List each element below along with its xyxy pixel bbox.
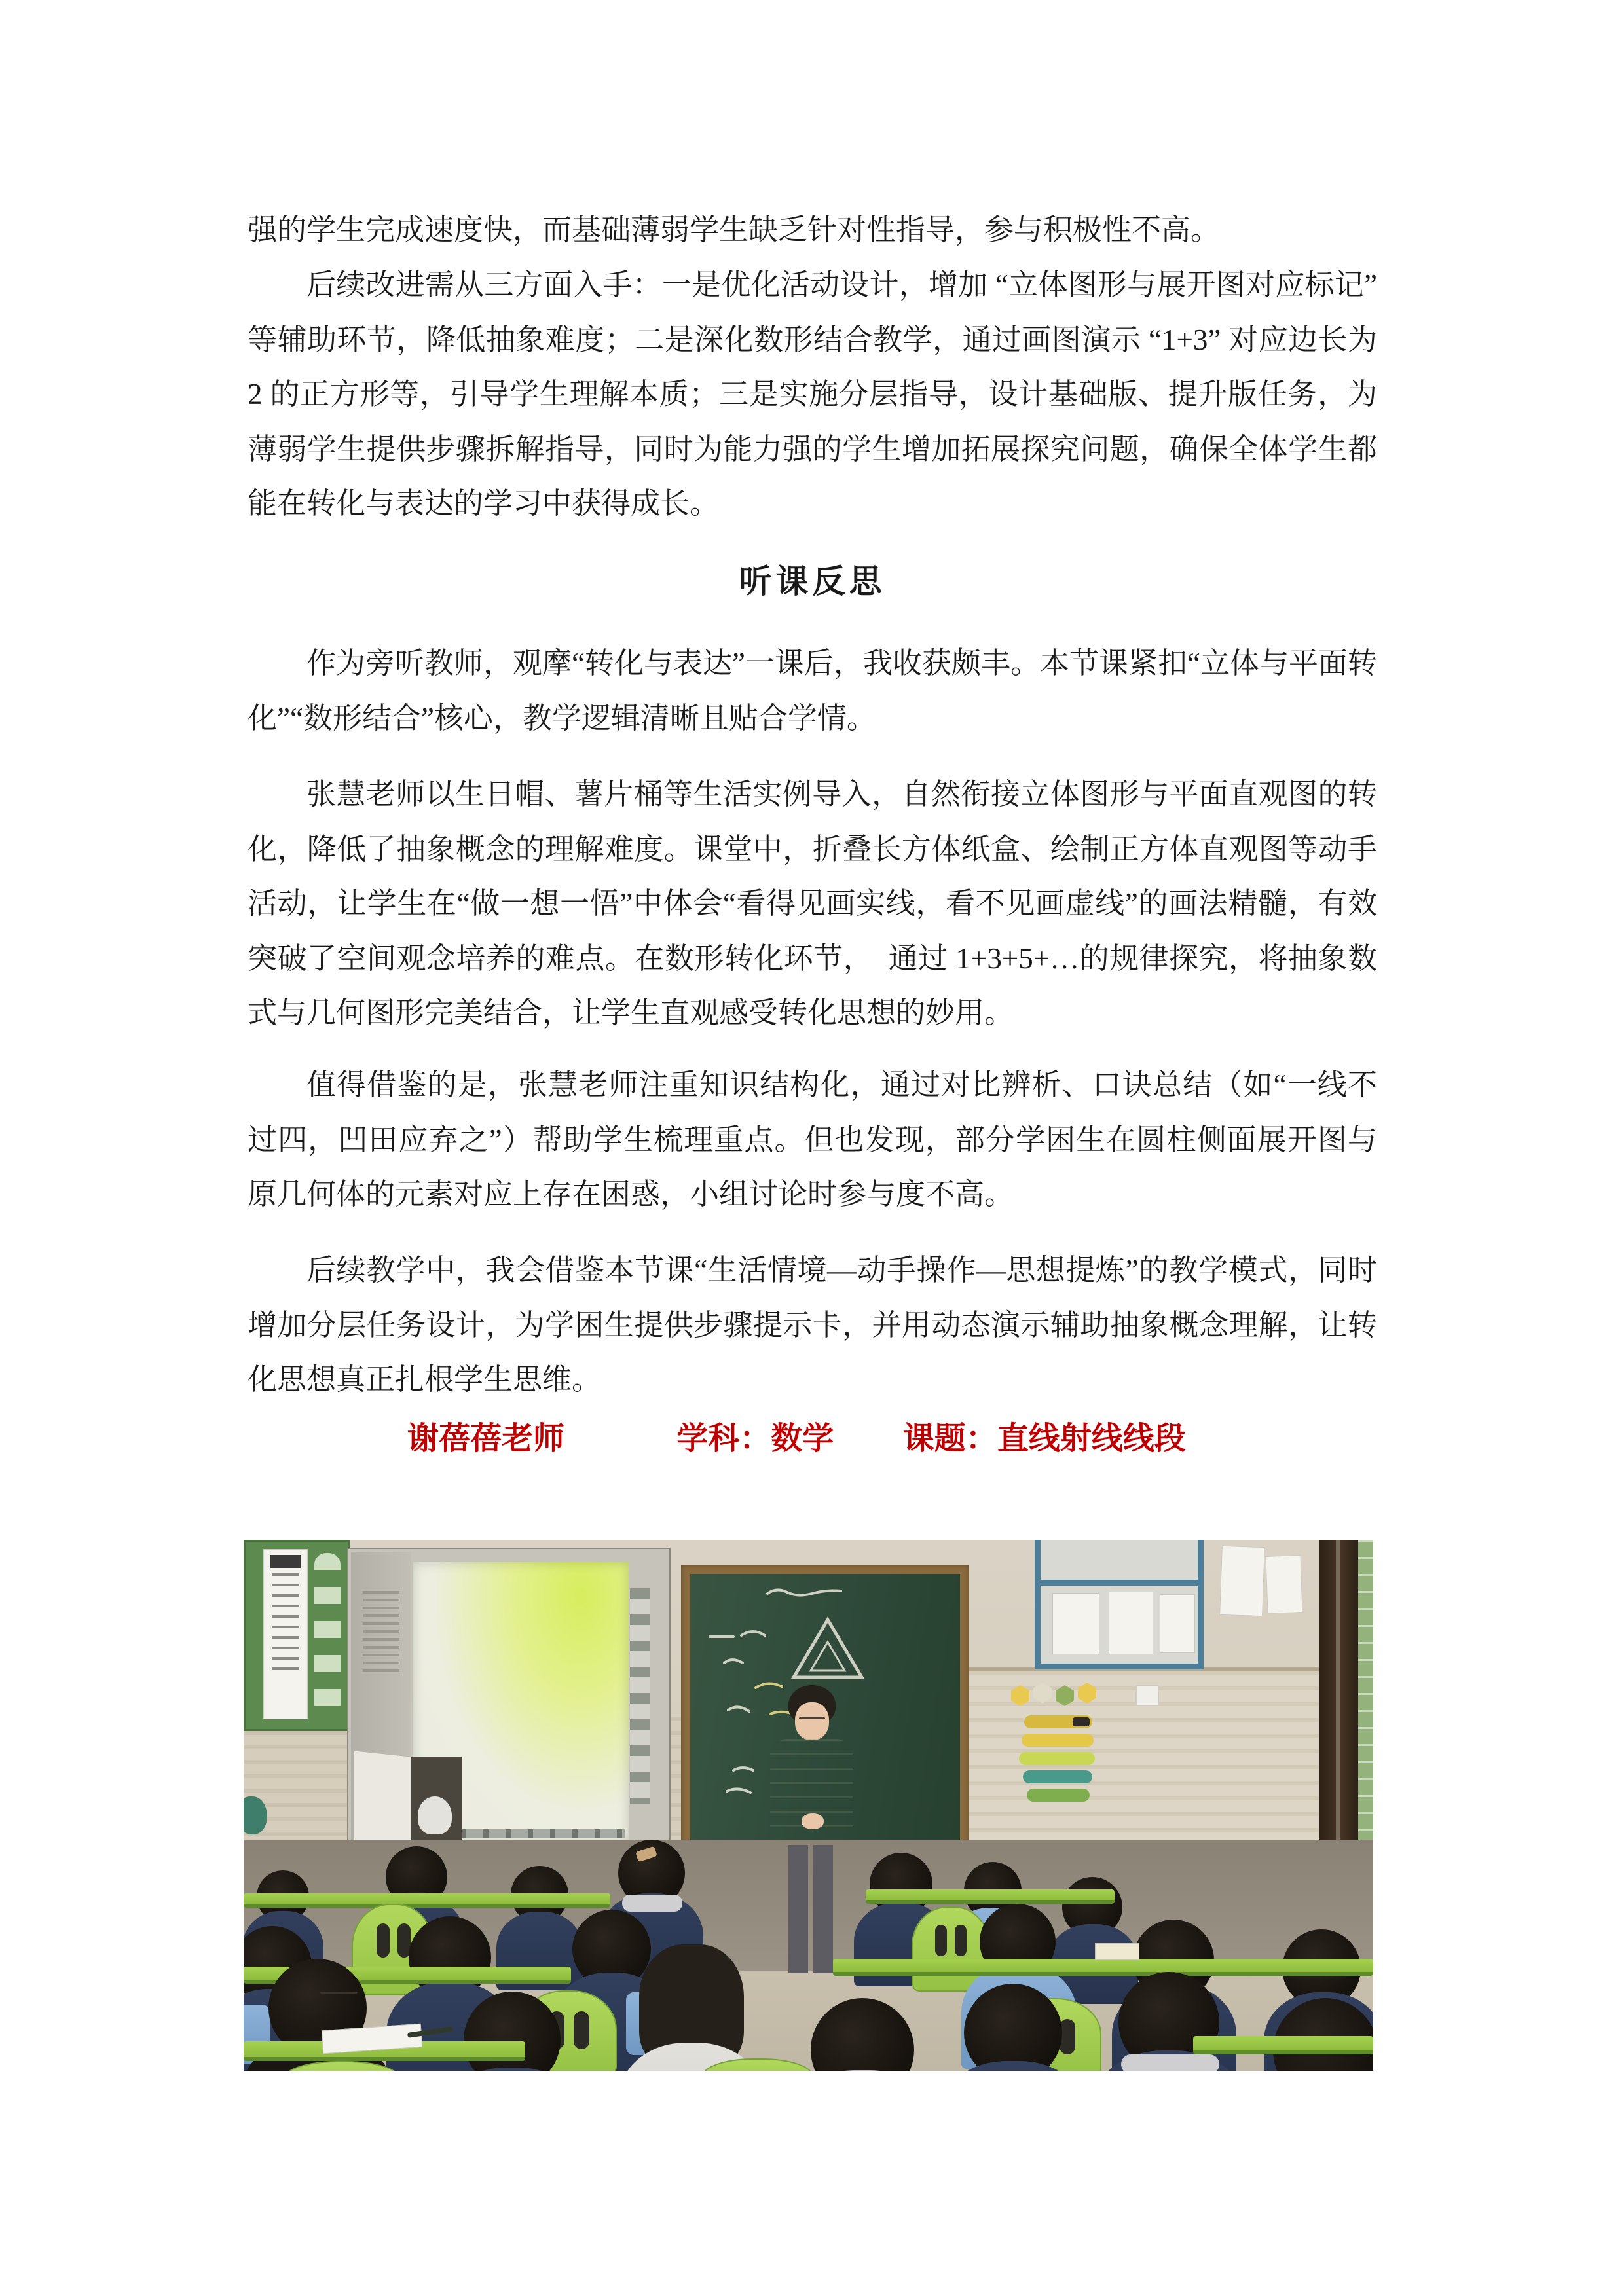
notice-board-bar xyxy=(1041,1580,1198,1586)
desk xyxy=(833,1959,1373,1976)
screen-tool-strip xyxy=(630,1588,650,1804)
notice-board xyxy=(1035,1540,1204,1669)
hood-lining xyxy=(1121,2054,1219,2071)
section-heading: 听课反思 xyxy=(739,563,886,600)
classroom-photo xyxy=(244,1540,1373,2071)
hood-lining xyxy=(622,1895,682,1912)
reflection-paragraph-1: 作为旁听教师，观摩“转化与表达”一课后，我收获颇丰。本节课紧扣“立体与平面转化”“数形结合”核心，教学逻辑清晰且贴合学情。 xyxy=(248,647,1377,735)
motto-banner xyxy=(1023,1770,1092,1783)
motto-banner xyxy=(1019,1752,1095,1765)
wall-paper xyxy=(1265,1555,1302,1614)
desk xyxy=(1193,2036,1373,2054)
teacher-leg xyxy=(813,1845,833,1973)
wall-paper xyxy=(1219,1546,1265,1616)
pencil-case xyxy=(1095,1943,1139,1960)
notice-paper xyxy=(1109,1592,1153,1654)
paragraph-improvements: 后续改进需从三方面入手：一是优化活动设计，增加 “立体图形与展开图对应标记” 等辅助环节，降低抽象难度；二是深化数形结合教学，通过画图演示 “1+3” 对应边长为 2 的正方形等，引导学生理解本质；三是实施分层指导，设计基础版、提升版任务，为薄弱学生提供步骤拆解指导，同时为能力强的学生增加拓展探究问题，确保全体学生都能在转化与表达的学习中获得成长。 xyxy=(248,268,1385,520)
teacher-face xyxy=(795,1702,829,1740)
teacher-hands xyxy=(802,1813,824,1829)
bucket xyxy=(418,1796,452,1834)
teacher-leg xyxy=(788,1845,808,1973)
reflection-paragraph-3: 值得借鉴的是，张慧老师注重知识结构化，通过对比辨析、口诀总结（如“一线不过四，凹田应弃之”）帮助学生梳理重点。但也发现，部分学困生在圆柱侧面展开图与原几何体的元素对应上存在困惑，小组讨论时参与度不高。 xyxy=(248,1068,1377,1211)
panel-label xyxy=(363,1591,399,1676)
teacher-info-line xyxy=(248,1412,1377,1467)
desk xyxy=(866,1889,1115,1904)
cabinet-opening xyxy=(407,1757,462,1849)
teacher-name: 谢蓓蓓老师 xyxy=(407,1421,565,1456)
notice-paper xyxy=(1052,1593,1099,1654)
topic-label: 课题：直线射线线段 xyxy=(902,1421,1186,1456)
light-switch xyxy=(1135,1685,1159,1706)
notice-paper xyxy=(1160,1594,1195,1653)
subject-label: 学科：数学 xyxy=(676,1421,834,1456)
poster-badge-column xyxy=(314,1553,341,1717)
reflection-paragraph-4: 后续教学中，我会借鉴本节课“生活情境—动手操作—思想提炼”的教学模式，同时增加分层任务设计，为学困生提供步骤提示卡，并用动态演示辅助抽象概念理解，让转化思想真正扎根学生思维。 xyxy=(248,1254,1377,1396)
glasses xyxy=(320,1985,358,1994)
motto-banner xyxy=(1022,1734,1094,1747)
teacher-jacket xyxy=(770,1739,853,1846)
reflection-paragraph-2: 张慧老师以生日帽、薯片桶等生活实例导入，自然衔接立体图形与平面直观图的转化，降低了抽象概念的理解难度。课堂中，折叠长方体纸盒、绘制正方体直观图等动手活动，让学生在“做一想一悟”中体会“看得见画实线，看不见画虚线”的画法精髓，有效突破了空间观念培养的难点。在数形转化环节， 通过 1+3+5+…的规律探究，将抽象数式与几何图形完美结合，让学生直观感受转化思想的妙用。 xyxy=(248,778,1377,1029)
eye-chart-poster xyxy=(263,1549,308,1719)
paragraph-continued: 强的学生完成速度快，而基础薄弱学生缺乏针对性指导，参与积极性不高。 xyxy=(248,213,1221,246)
motto-banner xyxy=(1024,1715,1092,1728)
teacher-glasses xyxy=(799,1717,825,1722)
teacher-figure xyxy=(754,1685,866,1973)
desk xyxy=(244,1893,610,1908)
motto-banner xyxy=(1027,1789,1090,1802)
